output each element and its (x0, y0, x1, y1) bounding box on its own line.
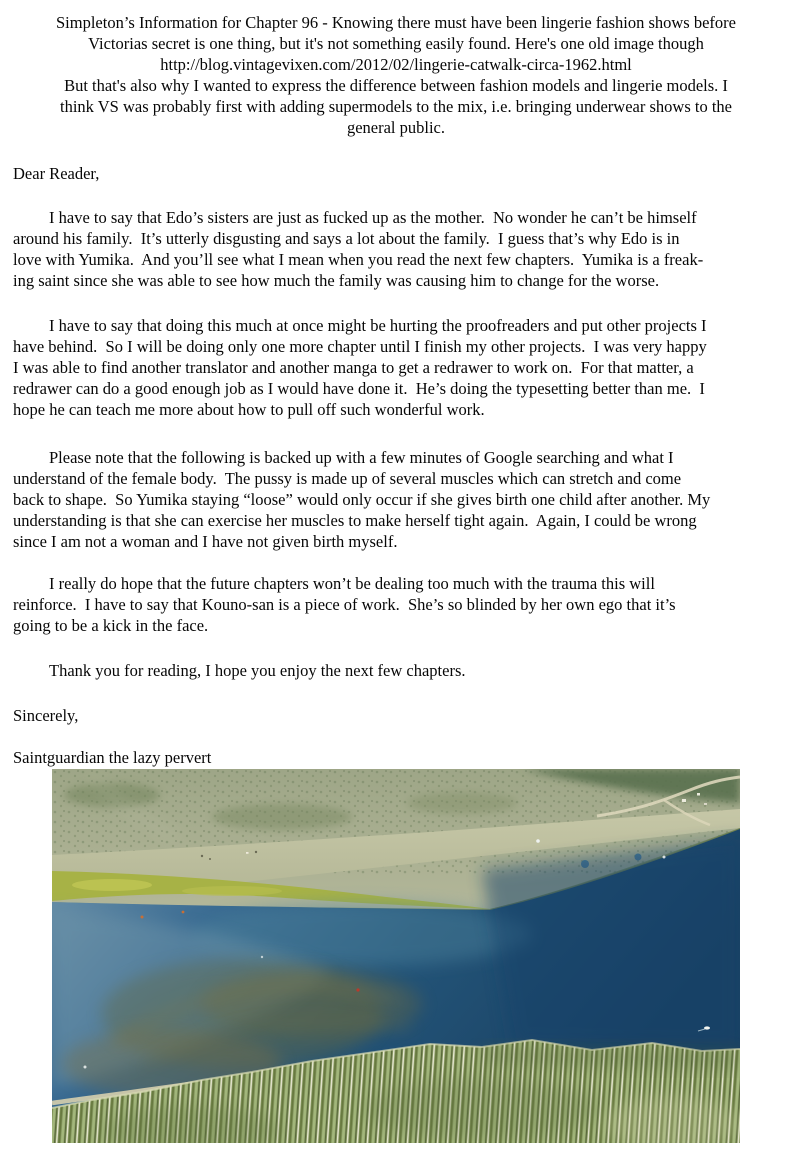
paragraph-line: around his family. It’s utterly disgusting and says a lot about the family. I guess that’s why Edo is in (13, 229, 680, 248)
header-line-6: general public. (346, 118, 446, 137)
closing: Sincerely, (13, 706, 79, 725)
paragraph-1 (13, 207, 779, 291)
paragraph-4 (13, 573, 779, 636)
header-line-5: think VS was probably first with adding supermodels to the mix, i.e. bringing underwear shows to the (60, 97, 732, 116)
paragraph-line: Please note that the following is backed up with a few minutes of Google searching and what I (49, 448, 674, 467)
paragraph-line: hope he can teach me more about how to pull off such wonderful work. (13, 400, 485, 419)
header-line-1: Simpleton’s Information for Chapter 96 - Knowing there must have been lingerie fashion shows before (55, 13, 736, 32)
url-text: http://blog.vintagevixen.com/2012/02/lingerie-catwalk-circa-1962.html (160, 55, 632, 74)
paragraph-line: going to be a kick in the face. (13, 616, 209, 635)
paragraph-line: have behind. So I will be doing only one more chapter until I finish my other projects. I was very happy (13, 337, 707, 356)
header-line-2: Victorias secret is one thing, but it's not something easily found. Here's one old image though (88, 34, 704, 53)
paragraph-line: reinforce. I have to say that Kouno-san is a piece of work. She’s so blinded by her own ego that it’s (13, 595, 676, 614)
paragraph-line: I really do hope that the future chapters won’t be dealing too much with the trauma this will (49, 574, 655, 593)
paragraph-line: ing saint since she was able to see how much the family was causing him to change for the worse. (13, 271, 660, 290)
lake-photo-graphic (52, 769, 740, 1143)
paragraph-line: love with Yumika. And you’ll see what I mean when you read the next few chapters. Yumika is a freak- (13, 250, 704, 269)
paragraph-line: understanding is that she can exercise her muscles to make herself tight again. Again, I could be wrong (13, 511, 697, 530)
paragraph-line: back to shape. So Yumika staying “loose” would only occur if she gives birth one child after another. My (13, 490, 711, 509)
header-line-4: But that's also why I wanted to express the difference between fashion models and lingerie models. I (64, 76, 728, 95)
paragraph-line: Thank you for reading, I hope you enjoy the next few chapters. (49, 661, 466, 680)
chapter-note-header (13, 12, 779, 138)
paragraph-2 (13, 315, 779, 420)
lake-aerial-photo (52, 769, 740, 1143)
paragraph-line: redrawer can do a good enough job as I would have done it. He’s doing the typesetting better than me. I (13, 379, 705, 398)
paragraph-thanks (13, 660, 779, 681)
paragraph-line: I was able to find another translator and another manga to get a redrawer to work on. For that matter, a (13, 358, 694, 377)
salutation: Dear Reader, (13, 164, 100, 183)
signature: Saintguardian the lazy pervert (13, 748, 212, 767)
paragraph-line: I have to say that Edo’s sisters are just as fucked up as the mother. No wonder he can’t be himself (49, 208, 697, 227)
paragraph-3 (13, 447, 779, 552)
red-boat (356, 988, 359, 991)
paragraph-line: since I am not a woman and I have not given birth myself. (13, 532, 398, 551)
paragraph-line: understand of the female body. The pussy is made up of several muscles which can stretch and come (13, 469, 682, 488)
paragraph-line: I have to say that doing this much at once might be hurting the proofreaders and put other projects I (49, 316, 707, 335)
